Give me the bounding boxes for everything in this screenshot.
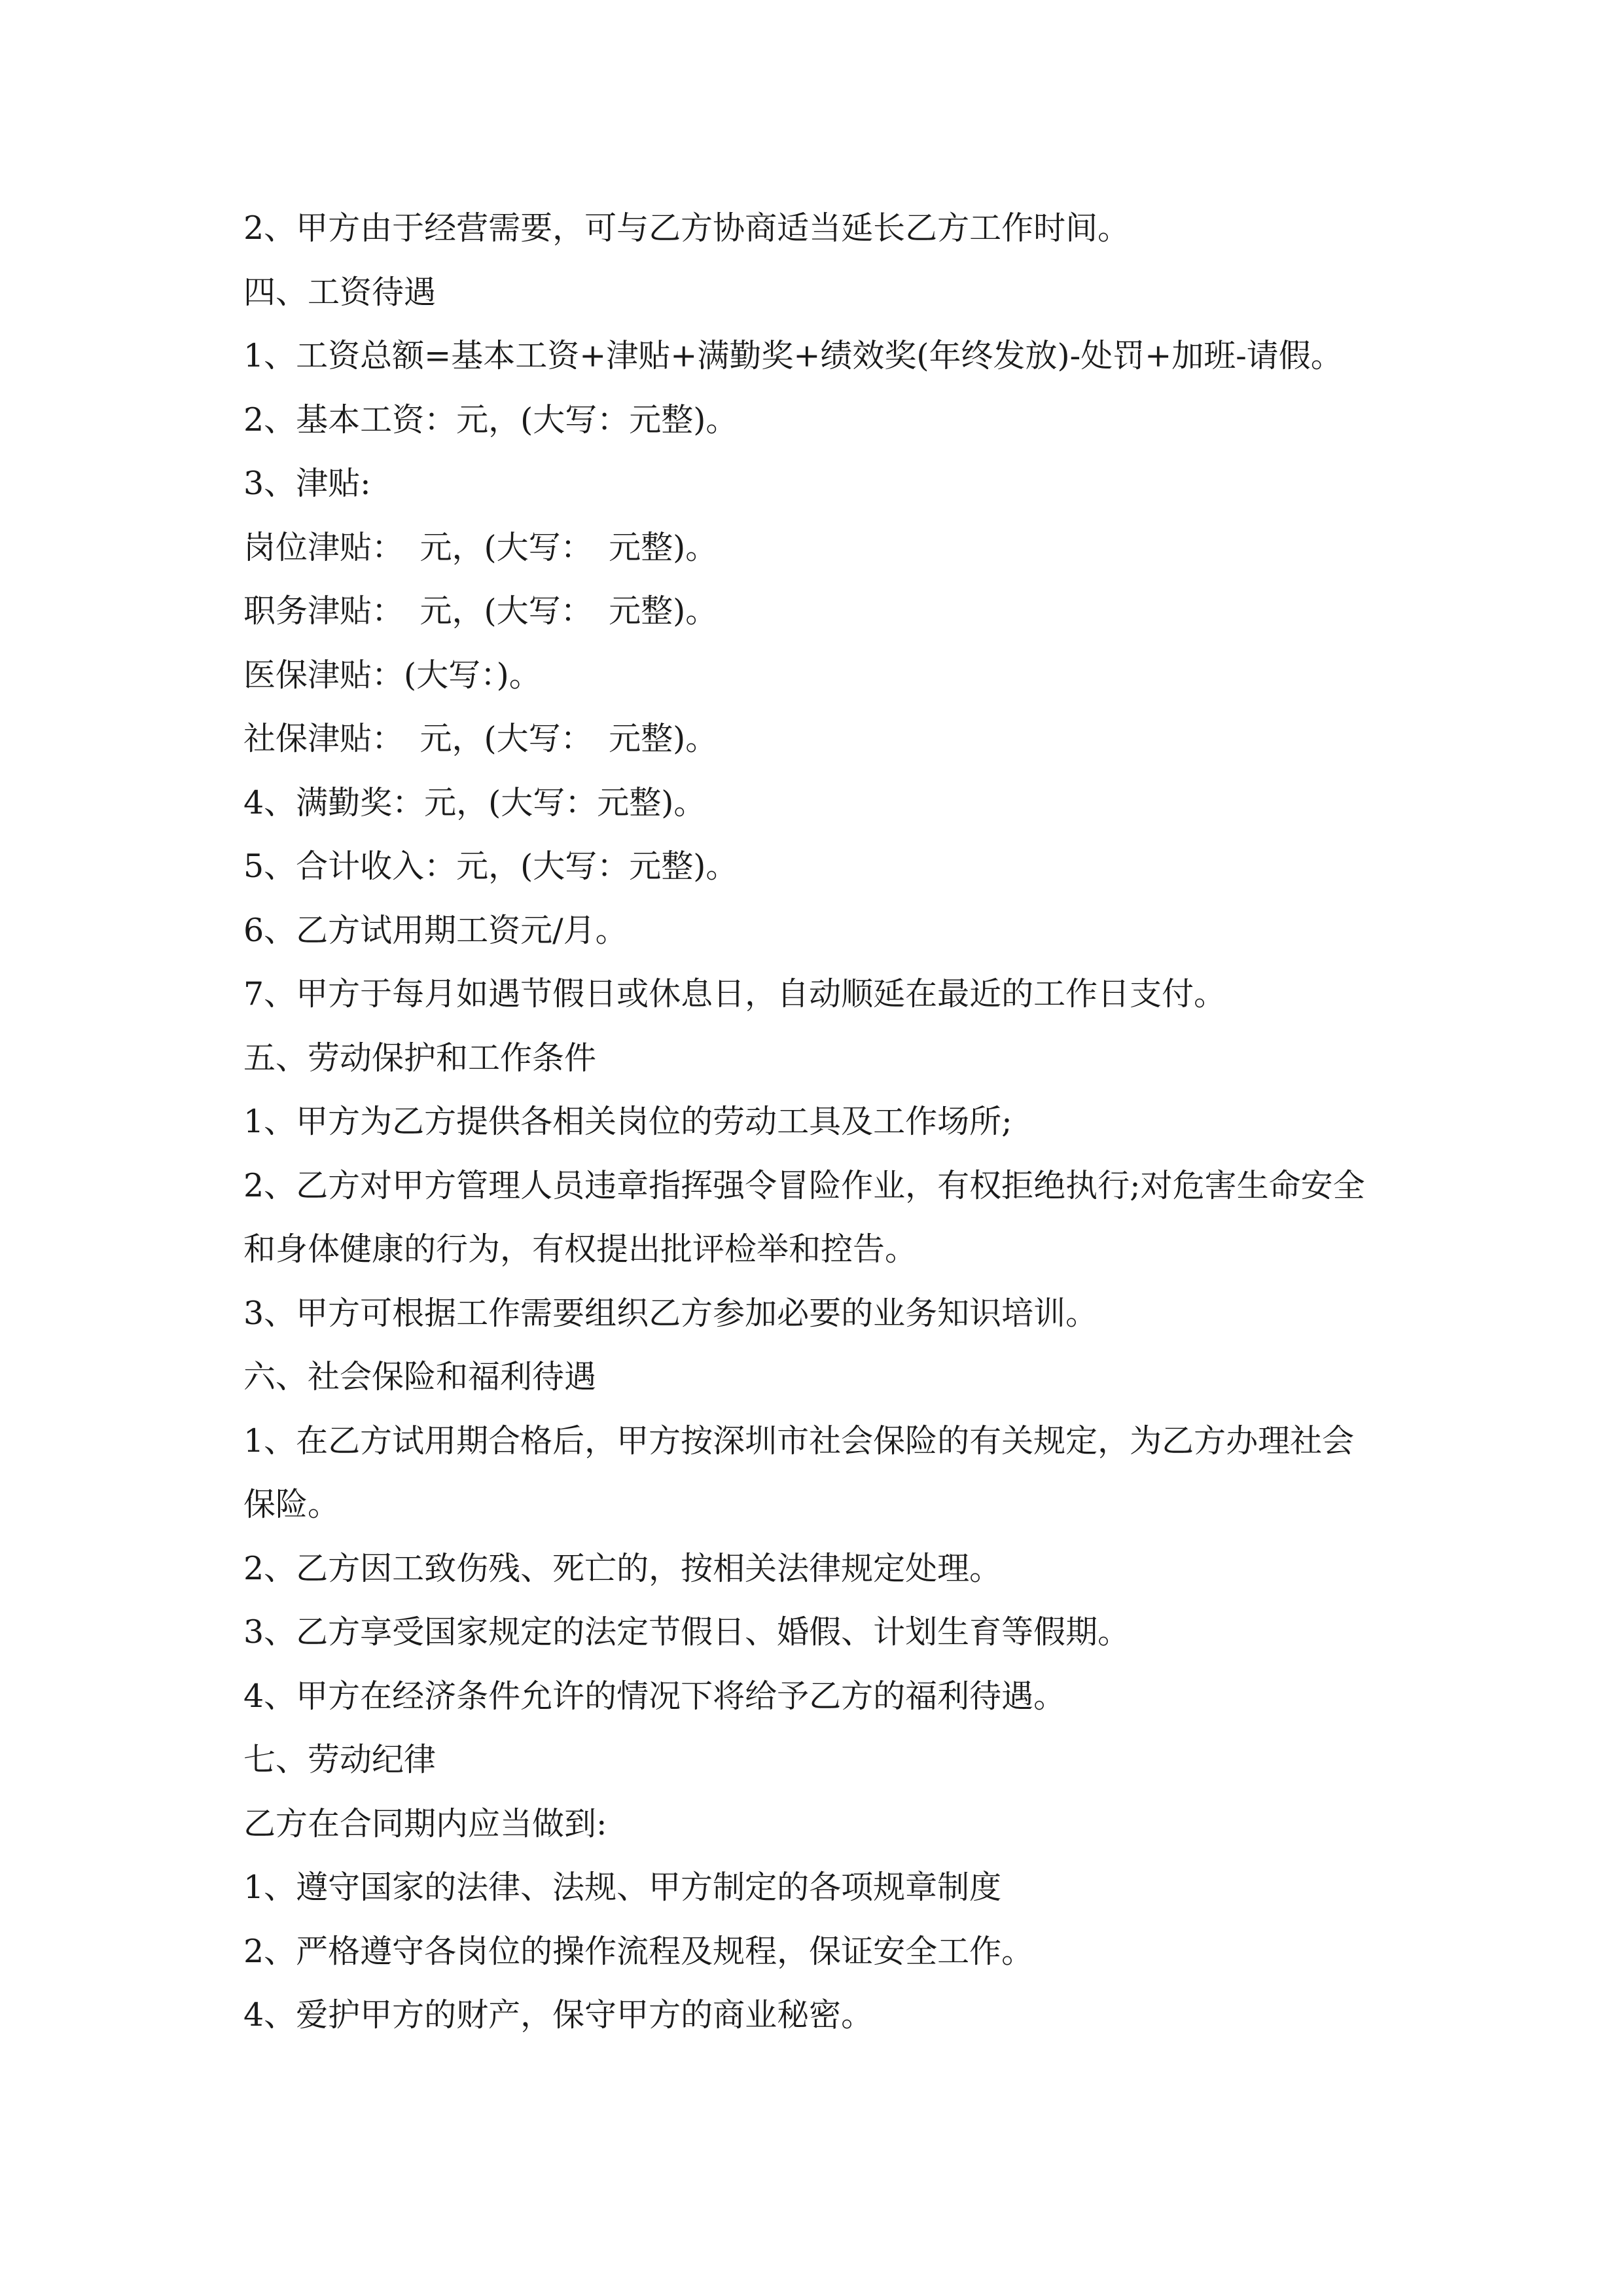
allowance-line: 职务津贴： 元，(大写： 元整)。 — [243, 592, 718, 630]
clause-line: 1、遵守国家的法律、法规、甲方制定的各项规章制度 — [243, 1869, 1002, 1906]
clause-line: 5、合计收入：元，(大写：元整)。 — [243, 848, 738, 885]
clause-line-continuation: 和身体健康的行为，有权提出批评检举和控告。 — [243, 1230, 918, 1268]
clause-line: 7、甲方于每月如遇节假日或休息日，自动顺延在最近的工作日支付。 — [243, 975, 1226, 1013]
clause-line: 2、乙方因工致伤残、死亡的，按相关法律规定处理。 — [243, 1549, 1002, 1587]
clause-line-continuation: 保险。 — [243, 1486, 340, 1523]
clause-line: 4、满勤奖：元，(大写：元整)。 — [243, 783, 706, 821]
clause-line: 3、乙方享受国家规定的法定节假日、婚假、计划生育等假期。 — [243, 1613, 1130, 1651]
allowance-line: 岗位津贴： 元，(大写： 元整)。 — [243, 528, 718, 566]
clause-line: 3、津贴: — [243, 465, 371, 502]
clause-line: 4、爱护甲方的财产，保守甲方的商业秘密。 — [243, 1996, 874, 2034]
document-body — [243, 196, 1389, 2047]
allowance-line: 医保津贴：(大写：)。 — [243, 656, 541, 694]
clause-line: 2、基本工资：元，(大写：元整)。 — [243, 401, 738, 439]
clause-line: 4、甲方在经济条件允许的情况下将给予乙方的福利待遇。 — [243, 1677, 1066, 1715]
clause-intro-line: 乙方在合同期内应当做到: — [243, 1804, 607, 1842]
clause-line: 1、工资总额=基本工资+津贴+满勤奖+绩效奖(年终发放)-处罚+加班-请假。 — [243, 337, 1343, 374]
clause-line: 6、乙方试用期工资元/月。 — [243, 911, 628, 949]
clause-line: 2、乙方对甲方管理人员违章指挥强令冒险作业，有权拒绝执行;对危害生命安全 — [243, 1166, 1365, 1204]
section-heading-social-insurance: 六、社会保险和福利待遇 — [243, 1358, 597, 1395]
section-heading-labor-protection: 五、劳动保护和工作条件 — [243, 1039, 597, 1077]
allowance-line: 社保津贴： 元，(大写： 元整)。 — [243, 720, 718, 757]
clause-line: 3、甲方可根据工作需要组织乙方参加必要的业务知识培训。 — [243, 1294, 1098, 1332]
clause-line: 2、甲方由于经营需要，可与乙方协商适当延长乙方工作时间。 — [243, 209, 1130, 247]
clause-line: 1、甲方为乙方提供各相关岗位的劳动工具及工作场所; — [243, 1103, 1012, 1140]
clause-line: 2、严格遵守各岗位的操作流程及规程，保证安全工作。 — [243, 1932, 1034, 1970]
section-heading-labor-discipline: 七、劳动纪律 — [243, 1741, 437, 1778]
section-heading-wages: 四、工资待遇 — [243, 273, 437, 311]
clause-line: 1、在乙方试用期合格后，甲方按深圳市社会保险的有关规定，为乙方办理社会 — [243, 1422, 1355, 1460]
